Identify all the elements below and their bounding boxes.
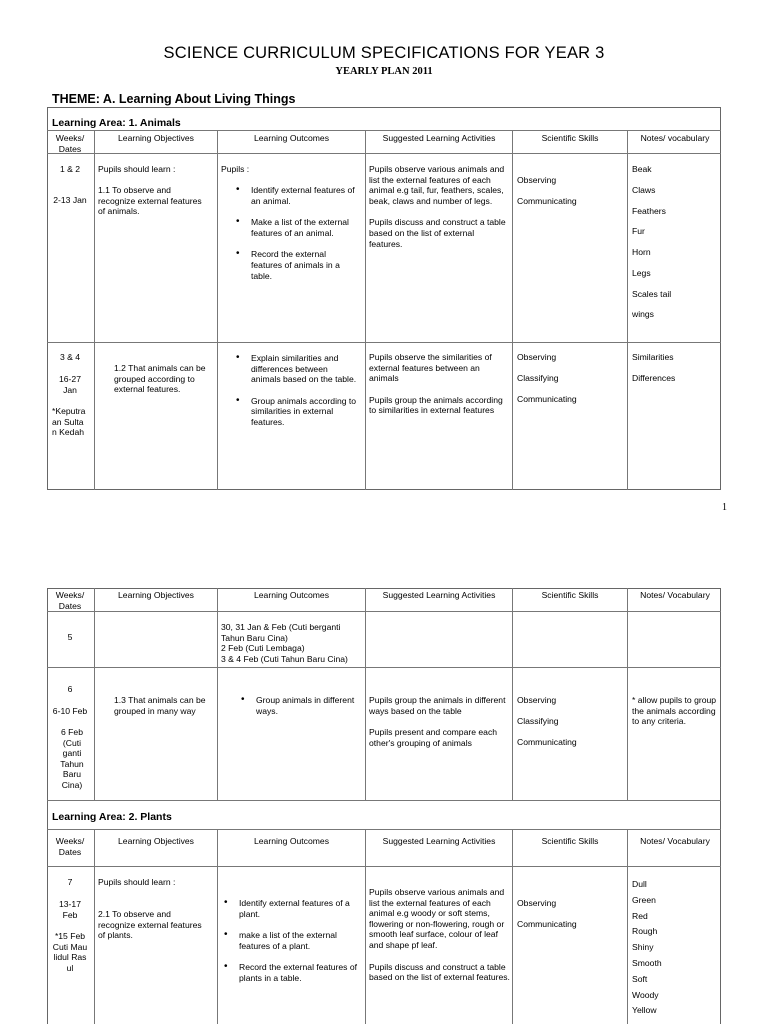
- skill-item: Communicating: [517, 393, 577, 404]
- row6-outcomes: [238, 695, 362, 727]
- outcome-item: • Record the external features of animals in a table.: [233, 249, 359, 281]
- row2-activities: [369, 352, 509, 416]
- vocab-item: Differences: [632, 372, 676, 383]
- row6-notes: * allow pupils to group the animals according to any criteria.: [632, 695, 717, 727]
- col-header-notes: Notes/ vocabulary: [640, 133, 710, 143]
- learning-area-animals: Learning Area: 1. Animals: [52, 117, 181, 129]
- outcome-item: • Make a list of the external features of an animal.: [233, 217, 359, 238]
- col-header-skills: Scientific Skills: [541, 590, 599, 600]
- outcome-item: • Record the external features of plants in a table.: [221, 962, 361, 983]
- vocab-item: Shiny: [632, 942, 654, 953]
- col-header-notes: Notes/ Vocabulary: [640, 836, 710, 846]
- col-header-skills: Scientific Skills: [541, 133, 599, 143]
- row7-dates: 13-17 Feb: [59, 899, 81, 920]
- vocab-item: Soft: [632, 973, 648, 984]
- activity-text: Pupils group the animals according to similarities in external features: [369, 394, 503, 416]
- vocab-item: Feathers: [632, 205, 666, 216]
- row2-weeks: 3 & 4: [59, 352, 81, 362]
- row7-objective-intro: Pupils should learn :: [98, 877, 176, 887]
- outcome-item: • Group animals in different ways.: [238, 695, 362, 716]
- row7-weeks: 7: [67, 877, 73, 887]
- col-header-outcomes: Learning Outcomes: [254, 836, 329, 846]
- vocab-item: Similarities: [632, 352, 674, 362]
- skill-item: Classifying: [517, 372, 559, 383]
- vocab-item: wings: [632, 309, 654, 320]
- row6-skills: [517, 695, 625, 757]
- row1-weeks: 1 & 2: [59, 164, 81, 174]
- holiday-item: 3 & 4 Feb (Cuti Tahun Baru Cina): [221, 653, 348, 664]
- row1-outcome-intro: Pupils :: [221, 164, 250, 174]
- row6-weeks: 6: [67, 684, 73, 694]
- row1-vocabulary: [632, 164, 718, 330]
- row2-skills: [517, 352, 625, 414]
- row7-activities: [369, 887, 511, 983]
- learning-area-plants: Learning Area: 2. Plants: [52, 811, 172, 823]
- row2-vocabulary: [632, 352, 718, 394]
- col-header-notes: Notes/ Vocabulary: [640, 590, 710, 600]
- vocab-item: Green: [632, 894, 656, 905]
- col-header-weeks: Weeks/ Dates: [55, 836, 85, 857]
- skill-item: Observing: [517, 695, 557, 705]
- col-header-skills: Scientific Skills: [541, 836, 599, 846]
- vocab-item: Woody: [632, 989, 659, 1000]
- row2-outcomes: [233, 353, 359, 439]
- row7-skills: [517, 898, 625, 940]
- document-title: SCIENCE CURRICULUM SPECIFICATIONS FOR YEAR 3: [163, 44, 605, 62]
- outcome-item: • make a list of the external features of a plant.: [221, 930, 361, 951]
- activity-text: Pupils observe various animals and list the external features of each animal e.g woody or soft stems, flowering or non-flowering, rough or smooth leaf surface, colour of leaf and shape pf leaf.: [369, 887, 505, 950]
- row7-note: *15 Feb Cuti Maulidul Rasul: [52, 931, 88, 973]
- skill-item: Communicating: [517, 195, 577, 206]
- document-subtitle: YEARLY PLAN 2011: [335, 66, 433, 77]
- row6-activities: [369, 695, 509, 748]
- outcome-item: • Identify external features of an animal.: [233, 185, 359, 206]
- activity-text: Pupils discuss and construct a table based on the list of external features.: [369, 961, 510, 983]
- row7-vocabulary: [632, 877, 718, 1019]
- vocab-item: Claws: [632, 184, 656, 195]
- activity-text: Pupils observe the similarities of external features between an animals: [369, 352, 492, 384]
- vocab-item: Scales tail: [632, 288, 672, 299]
- row2-note: *Keputraan Sultan Kedah: [52, 406, 86, 438]
- vocab-item: Yellow: [632, 1005, 657, 1016]
- skill-item: Communicating: [517, 736, 577, 747]
- vocab-item: Red: [632, 910, 648, 921]
- col-header-activities: Suggested Learning Activities: [382, 133, 496, 143]
- vocab-item: Horn: [632, 247, 651, 258]
- vocab-item: Beak: [632, 164, 652, 174]
- col-header-objectives: Learning Objectives: [118, 133, 194, 143]
- outcome-item: • Identify external features of a plant.: [221, 898, 361, 919]
- vocab-item: Dull: [632, 879, 647, 889]
- col-header-weeks: Weeks/ Dates: [55, 590, 85, 611]
- skill-item: Classifying: [517, 715, 559, 726]
- vocab-item: Rough: [632, 926, 658, 937]
- skill-item: Observing: [517, 175, 557, 185]
- row2-objective: 1.2 That animals can be grouped according to external features.: [114, 363, 206, 395]
- row6-objective: 1.3 That animals can be grouped in many way: [114, 695, 206, 716]
- col-header-objectives: Learning Objectives: [118, 836, 194, 846]
- row6-dates: 6-10 Feb: [52, 706, 88, 716]
- activity-text: Pupils discuss and construct a table based on the list of external features.: [369, 217, 506, 249]
- col-header-outcomes: Learning Outcomes: [254, 133, 329, 143]
- col-header-activities: Suggested Learning Activities: [382, 590, 496, 600]
- vocab-item: Legs: [632, 267, 651, 278]
- row1-activities: [369, 164, 509, 249]
- activity-text: Pupils present and compare each other's grouping of animals: [369, 727, 498, 748]
- skill-item: Communicating: [517, 918, 577, 929]
- col-header-activities: Suggested Learning Activities: [382, 836, 496, 846]
- outcome-item: • Group animals according to similarities in external features.: [233, 396, 359, 428]
- col-header-weeks: Weeks/ Dates: [55, 133, 85, 154]
- vocab-item: Fur: [632, 226, 645, 237]
- row1-objective-intro: Pupils should learn :: [98, 164, 176, 174]
- row1-objective: 1.1 To observe and recognize external features of animals.: [98, 185, 202, 217]
- activity-text: Pupils group the animals in different ways based on the table: [369, 695, 506, 716]
- row5-weeks: 5: [67, 632, 73, 642]
- row5-holidays: [221, 622, 364, 664]
- holiday-item: 2 Feb (Cuti Lembaga): [221, 643, 305, 654]
- skill-item: Observing: [517, 352, 557, 362]
- col-header-outcomes: Learning Outcomes: [254, 590, 329, 600]
- activity-text: Pupils observe various animals and list the external features of each animal e.g tail, fur, feathers, scales, beak, claws and number of legs.: [369, 164, 505, 206]
- row1-outcomes: [233, 185, 359, 292]
- page-number: 1: [722, 502, 727, 513]
- col-header-objectives: Learning Objectives: [118, 590, 194, 600]
- row6-note: 6 Feb (Cuti ganti Tahun Baru Cina): [60, 727, 84, 790]
- row1-skills: [517, 175, 625, 217]
- row1-dates: 2-13 Jan: [53, 195, 87, 205]
- vocab-item: Smooth: [632, 957, 662, 968]
- holiday-item: 30, 31 Jan & Feb (Cuti berganti Tahun Baru Cina): [221, 622, 341, 643]
- theme-heading: THEME: A. Learning About Living Things: [52, 92, 296, 106]
- row7-objective: 2.1 To observe and recognize external features of plants.: [98, 909, 202, 941]
- outcome-item: • Explain similarities and differences between animals based on the table.: [233, 353, 359, 385]
- skill-item: Observing: [517, 898, 557, 908]
- row2-dates: 16-27 Jan: [59, 374, 81, 395]
- row7-outcomes: [221, 898, 361, 995]
